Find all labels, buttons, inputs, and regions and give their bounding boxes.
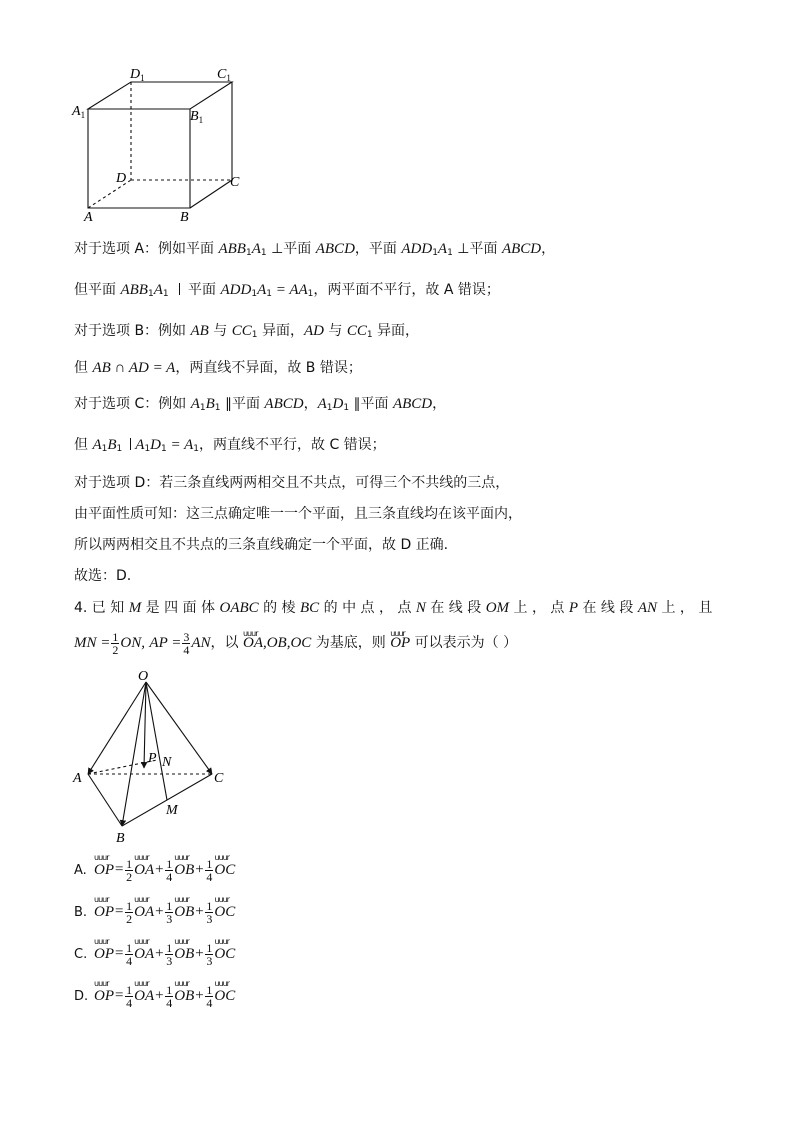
plus: + (154, 903, 165, 920)
plus: + (154, 861, 165, 878)
num: 1 (126, 899, 133, 913)
vector-oa: uuur OA (134, 988, 154, 1005)
option-c-line-1 (74, 394, 446, 418)
tetra-label-M: M (166, 803, 178, 818)
sub: 1 (447, 248, 453, 258)
cube-label-C1: $C_1$ (217, 67, 231, 83)
num: 1 (112, 629, 119, 644)
num: 1 (166, 857, 173, 871)
fraction (111, 631, 119, 656)
tetra-label-B: B (116, 831, 125, 846)
question-number: 4. (74, 600, 88, 616)
coefficient (205, 858, 213, 883)
cube-label-D1: $D_1$ (130, 67, 145, 83)
den: 2 (126, 870, 133, 884)
text: 上 ， 点 (509, 600, 569, 616)
text: ∥平面 (349, 396, 393, 412)
math: A (135, 437, 145, 453)
math: ABCD (501, 241, 542, 257)
text: ， (541, 241, 556, 257)
option-c-line-2 (74, 435, 386, 459)
text: 但平面 (74, 282, 121, 298)
text: 但 (74, 360, 93, 376)
den: 4 (166, 870, 173, 884)
num: 1 (166, 899, 173, 913)
den: 3 (206, 954, 213, 968)
tetra-label-C: C (214, 771, 224, 786)
math: A (92, 437, 102, 453)
sub: 1 (101, 444, 108, 454)
option-label: D. (74, 989, 89, 1004)
den: 3 (206, 912, 213, 926)
plus: + (194, 903, 205, 920)
sub: 1 (144, 444, 151, 454)
plus: + (154, 945, 165, 962)
math: A (153, 282, 163, 298)
coefficient (165, 984, 173, 1009)
num: 1 (206, 899, 213, 913)
math: ABB (218, 241, 246, 257)
sub: 1 (214, 403, 221, 413)
sub: 1 (326, 403, 333, 413)
coefficient (125, 984, 133, 1009)
text: 对于选项 B：例如 (74, 323, 191, 339)
sub: 1 (161, 444, 167, 454)
vector-oc: uuur OC (214, 946, 235, 963)
vector-oc: uuur OC (214, 904, 235, 921)
coefficient (165, 942, 173, 967)
option-d-line-1: 对于选项 D：若三条直线两两相交且不共点，可得三个不共线的三点， (74, 475, 510, 491)
math: ON, (120, 635, 145, 651)
text: ⊥平面 (266, 241, 316, 257)
math: M (128, 600, 142, 616)
vector-oc: uuur OC (214, 988, 235, 1005)
sub: 1 (162, 289, 169, 299)
math: = A (166, 437, 194, 453)
cube-top-face (88, 82, 232, 109)
text: 是 四 面 体 (141, 600, 220, 616)
cube-label-A: A (84, 210, 93, 225)
math: ABCD (264, 396, 304, 412)
text: ，两直线不异面，故 B 错误； (175, 360, 362, 376)
text: 与 (323, 323, 347, 339)
text: 在 线 段 (425, 600, 486, 616)
coefficient (125, 900, 133, 925)
text: 上 ， 且 (657, 600, 713, 616)
text: ⊥平面 (452, 241, 502, 257)
answer-line: 故选：D. (74, 568, 132, 584)
sub: 1 (251, 289, 258, 299)
math: AB ∩ AD = A (92, 360, 176, 376)
text: 的 棱 (258, 600, 301, 616)
num: 1 (206, 941, 213, 955)
tetra-label-A: A (73, 771, 82, 786)
cube-label-B1: $B_1$ (190, 109, 204, 125)
math: AN (637, 600, 658, 616)
text: ， (303, 396, 318, 412)
text: 平面 (183, 282, 221, 298)
math: = AA (271, 282, 308, 298)
den: 2 (126, 912, 133, 926)
option-a-line-2 (74, 280, 500, 304)
math: OABC (219, 600, 259, 616)
fraction (182, 631, 190, 656)
den: 4 (166, 996, 173, 1010)
den: 4 (126, 954, 133, 968)
cube-edge-bc (190, 180, 232, 208)
option-a[interactable] (74, 858, 235, 883)
math: AP = (149, 635, 182, 651)
sub: 1 (251, 330, 258, 340)
option-c[interactable] (74, 942, 235, 967)
vector-oa: uuur OA (134, 946, 154, 963)
math: ADD (401, 241, 433, 257)
coefficient (165, 900, 173, 925)
text: 在 线 段 (578, 600, 638, 616)
equals: = (114, 945, 125, 962)
num: 1 (206, 857, 213, 871)
den: 4 (126, 996, 133, 1010)
text: 异面， (372, 323, 420, 339)
text: 与 (208, 323, 232, 339)
coefficient (205, 984, 213, 1009)
equals: = (114, 987, 125, 1004)
sub: 1 (260, 248, 267, 258)
vector-oc: uuur OC (214, 862, 235, 879)
math: A (190, 396, 200, 412)
den: 4 (183, 642, 190, 657)
vector-op: uuur OP (94, 946, 114, 963)
plus: + (194, 861, 205, 878)
sub: 1 (193, 444, 199, 454)
den: 3 (166, 954, 173, 968)
coefficient (205, 900, 213, 925)
option-label: A. (74, 863, 87, 878)
num: 1 (166, 941, 173, 955)
sub: 1 (307, 289, 314, 299)
num: 1 (166, 983, 173, 997)
coefficient (165, 858, 173, 883)
equals: = (114, 861, 125, 878)
sub: 1 (116, 444, 123, 454)
cube-label-D: D (116, 171, 127, 186)
den: 4 (206, 996, 213, 1010)
math: N (415, 600, 426, 616)
math: A (251, 241, 261, 257)
question-line-2 (74, 628, 517, 658)
vector-op: uuur OP (94, 904, 114, 921)
option-d-line-3: 所以两两相交且不共点的三条直线确定一个平面，故 D 正确. (74, 537, 449, 553)
math: B (107, 437, 117, 453)
num: 1 (126, 857, 133, 871)
option-b[interactable] (74, 900, 235, 925)
tetrahedron-figure (70, 668, 240, 848)
sub: 1 (432, 248, 438, 258)
cube-front-face (88, 109, 190, 208)
vector-ob: uuur OB (174, 988, 194, 1005)
math: A (257, 282, 267, 298)
edge-OB (122, 682, 146, 826)
equals: = (114, 903, 125, 920)
num: 1 (126, 983, 133, 997)
option-b-line-2 (74, 358, 362, 378)
plus: + (154, 987, 165, 1004)
vector-oa: uuur OA (134, 862, 154, 879)
text: 已 知 (87, 600, 129, 616)
math: A (317, 396, 327, 412)
text: 可以表示为（ ） (410, 635, 518, 651)
math: A (437, 241, 448, 257)
sub: 1 (266, 289, 272, 299)
option-label: C. (74, 947, 88, 962)
option-label: B. (74, 905, 88, 920)
sub: 1 (199, 403, 206, 413)
math: CC (346, 323, 367, 339)
den: 2 (112, 642, 119, 657)
plus: + (194, 987, 205, 1004)
math: B (205, 396, 215, 412)
intersect-glyph (124, 438, 131, 450)
intersect-glyph (171, 283, 180, 295)
tetra-label-P: P (148, 751, 157, 766)
num: 1 (206, 983, 213, 997)
math: D (150, 437, 162, 453)
den: 4 (206, 870, 213, 884)
den: 3 (166, 912, 173, 926)
text: 对于选项 A：例如平面 (74, 241, 219, 257)
coefficient (125, 858, 133, 883)
sub: 1 (366, 330, 373, 340)
vector-ob: uuur OB (174, 904, 194, 921)
num: 3 (183, 629, 190, 644)
text: 但 (74, 437, 93, 453)
math: ABB (120, 282, 148, 298)
option-b-line-1 (74, 321, 419, 345)
text: ，以 (210, 635, 243, 651)
math: P (568, 600, 579, 616)
option-d[interactable] (74, 984, 235, 1009)
text: 为基底，则 (311, 635, 391, 651)
math: OM (485, 600, 510, 616)
text: 对于选项 C：例如 (74, 396, 191, 412)
sub: 1 (343, 403, 350, 413)
text: ， (432, 396, 447, 412)
text: ，平面 (354, 241, 402, 257)
option-d-line-2: 由平面性质可知：这三点确定唯一一个平面，且三条直线均在该平面内， (74, 506, 522, 522)
math: AB (190, 323, 209, 339)
edge-AB (88, 774, 122, 826)
vector-ob: uuur OB (174, 862, 194, 879)
text: 异面， (257, 323, 304, 339)
edge-OA (88, 682, 146, 774)
coefficient (205, 942, 213, 967)
num: 1 (126, 941, 133, 955)
math: CC (231, 323, 252, 339)
vector-op: uuur OP (94, 988, 114, 1005)
hidden-AN (88, 760, 157, 774)
vector-op: uuur OP (94, 862, 114, 879)
text: ，两平面不平行，故 A 错误； (313, 282, 500, 298)
text: ，两直线不平行，故 C 错误； (199, 437, 386, 453)
math: ABCD (392, 396, 433, 412)
cube-label-C: C (230, 175, 240, 190)
question-line-1 (74, 598, 712, 618)
math: D (332, 396, 344, 412)
tetra-label-O: O (138, 669, 149, 684)
cube-figure (70, 62, 260, 227)
sub: 1 (245, 248, 252, 258)
cube-label-A1: $A_1$ (72, 104, 86, 120)
sub: 1 (147, 289, 154, 299)
text: ∥平面 (220, 396, 265, 412)
basis-vectors: uuur OA,OB,OC (243, 628, 311, 658)
vector-oa: uuur OA (134, 904, 154, 921)
vector-ob: uuur OB (174, 946, 194, 963)
plus: + (194, 945, 205, 962)
vector-op: uuur OP (390, 628, 410, 658)
math: ADD (220, 282, 252, 298)
math: MN = (74, 635, 111, 651)
math: AD (303, 323, 324, 339)
cube-label-B: B (180, 210, 189, 225)
math: BC (300, 600, 320, 616)
tetra-label-N: N (162, 755, 172, 770)
text: 的 中 点 ， 点 (319, 600, 416, 616)
math: AN (191, 635, 211, 651)
edge-OM (146, 682, 167, 800)
coefficient (125, 942, 133, 967)
math: ABCD (315, 241, 355, 257)
option-a-line-1 (74, 239, 555, 263)
